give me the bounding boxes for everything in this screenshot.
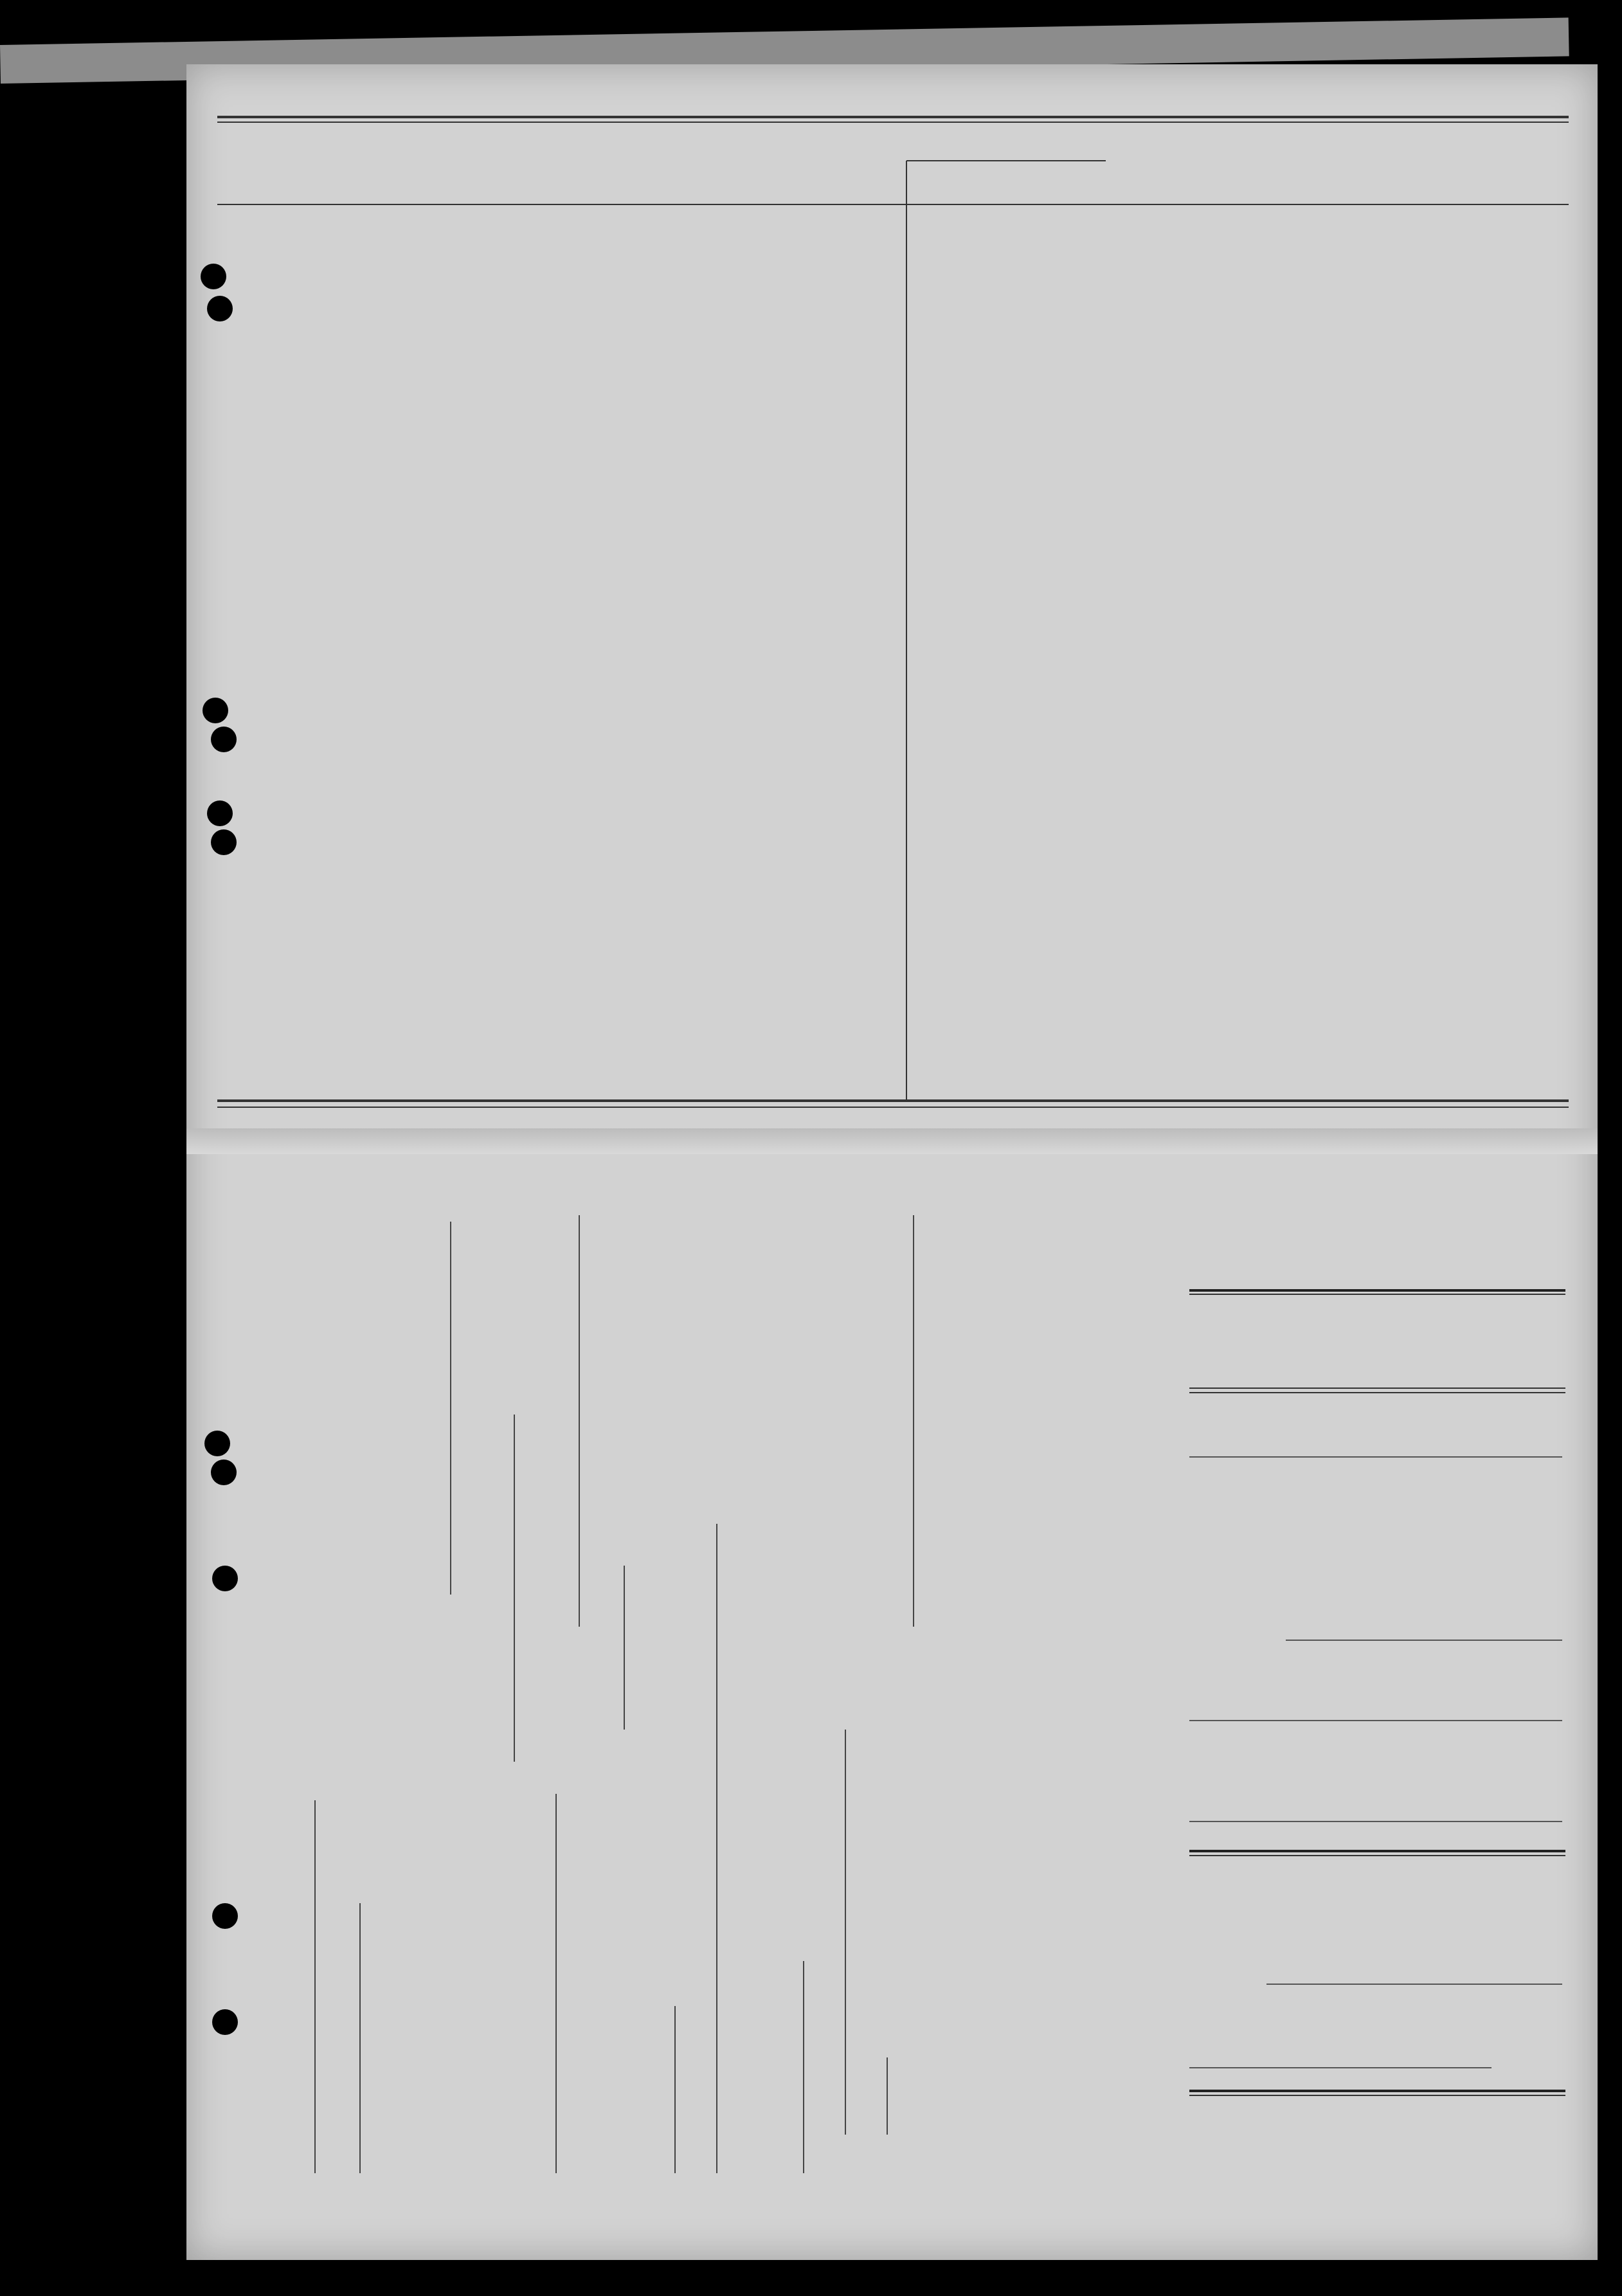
binder-hole	[203, 698, 228, 723]
binder-hole	[201, 264, 226, 289]
oath-and-certificate	[276, 1177, 1080, 2173]
binder-hole	[204, 1431, 230, 1456]
binder-hole	[211, 727, 237, 752]
binder-hole	[212, 2009, 238, 2035]
binder-hole	[212, 1903, 238, 1929]
crew-table	[0, 0, 1622, 1112]
binder-hole	[211, 1460, 237, 1485]
binder-hole	[212, 1566, 238, 1591]
binder-hole	[207, 800, 233, 826]
page-fold	[186, 1128, 1598, 1154]
binder-hole	[207, 296, 233, 321]
cover-panel	[1189, 1270, 1565, 2119]
binder-hole	[211, 829, 237, 855]
